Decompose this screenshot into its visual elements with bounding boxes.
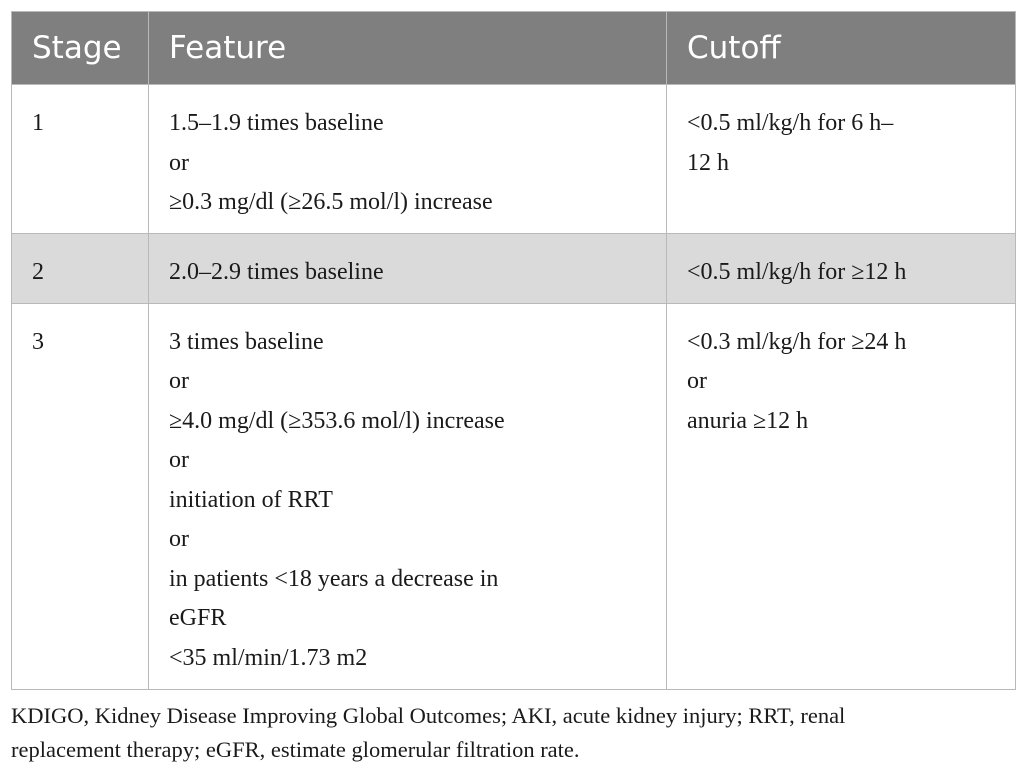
table-row (12, 303, 1016, 689)
table-row (12, 85, 1016, 234)
cutoff-line: <0.5 ml/kg/h for 6 h– (687, 110, 894, 136)
feature-line: in patients <18 years a decrease in (169, 565, 499, 592)
cutoff-line: <0.3 ml/kg/h for ≥24 h (687, 328, 907, 355)
aki-staging-table (11, 11, 1016, 690)
header-stage: Stage (12, 12, 149, 85)
cutoff-cell (667, 234, 1016, 304)
table-row (12, 234, 1016, 304)
header-cutoff: Cutoff (667, 12, 1016, 85)
cutoff-cell (667, 85, 1016, 234)
feature-line: ≥4.0 mg/dl (≥353.6 mol/l) increase (169, 407, 505, 434)
cutoff-line: or (687, 368, 707, 394)
stage-value: 2 (32, 259, 44, 285)
feature-line: ≥0.3 mg/dl (≥26.5 mol/l) increase (169, 189, 493, 215)
stage-cell (12, 234, 149, 304)
table-footnote (11, 699, 1017, 767)
footnote-line: KDIGO, Kidney Disease Improving Global Outcomes; AKI, acute kidney injury; RRT, renal (11, 703, 846, 728)
stage-value: 1 (32, 110, 44, 136)
cutoff-line: 12 h (687, 149, 729, 176)
header-feature: Feature (149, 12, 667, 85)
feature-line: or (169, 368, 189, 394)
stage-value: 3 (32, 328, 44, 355)
staging-table-container (11, 11, 1015, 690)
feature-line: <35 ml/min/1.73 m2 (169, 644, 368, 671)
feature-line: or (169, 149, 189, 176)
feature-line: 1.5–1.9 times baseline (169, 110, 384, 136)
cutoff-line: <0.5 ml/kg/h for ≥12 h (687, 259, 907, 285)
feature-line: 3 times baseline (169, 328, 324, 355)
footnote-line: replacement therapy; eGFR, estimate glomerular filtration rate. (11, 737, 580, 762)
feature-line: or (169, 447, 189, 473)
cutoff-line: anuria ≥12 h (687, 407, 809, 434)
stage-cell (12, 303, 149, 689)
feature-line: or (169, 526, 189, 552)
table-header-row (12, 12, 1016, 85)
feature-cell (149, 85, 667, 234)
stage-cell (12, 85, 149, 234)
feature-line: eGFR (169, 605, 227, 631)
feature-cell (149, 303, 667, 689)
cutoff-cell (667, 303, 1016, 689)
feature-cell (149, 234, 667, 304)
feature-line: initiation of RRT (169, 486, 333, 513)
feature-line: 2.0–2.9 times baseline (169, 259, 384, 285)
